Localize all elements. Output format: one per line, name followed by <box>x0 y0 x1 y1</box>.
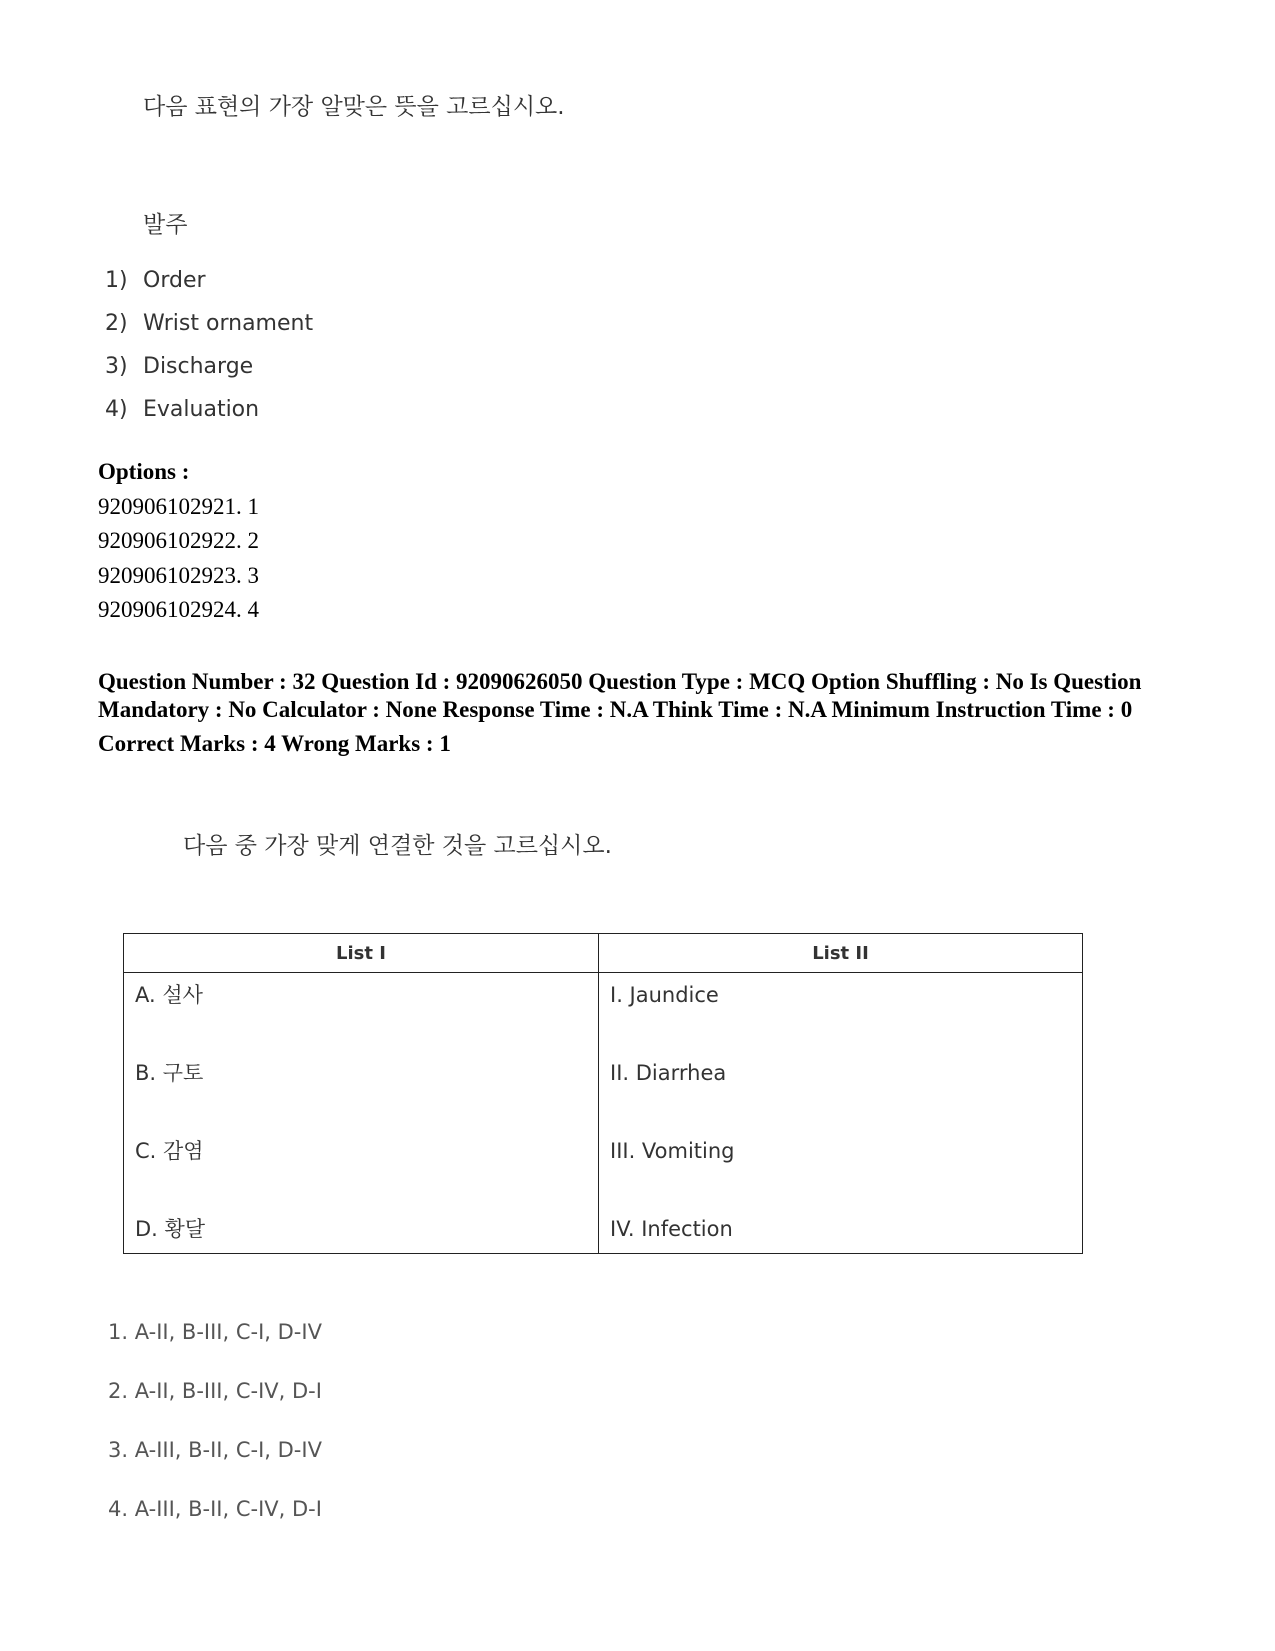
option-item: 920906102922. 2 <box>98 528 259 553</box>
table-header-list1: List I <box>124 934 599 973</box>
table-cell: II. Diarrhea <box>599 1055 1083 1133</box>
question-marks: Correct Marks : 4 Wrong Marks : 1 <box>98 731 451 756</box>
question1-choice-1: 1) Order <box>105 268 206 293</box>
table-cell: I. Jaundice <box>599 973 1083 1056</box>
option-item: 920906102921. 1 <box>98 493 259 519</box>
question1-choice-3: 3) Discharge <box>105 354 254 379</box>
table-header-list2: List II <box>599 934 1083 973</box>
table-row <box>124 1133 1083 1211</box>
table-cell: A. 설사 <box>124 973 599 1056</box>
option-item: 920906102924. 4 <box>98 597 259 622</box>
options-block <box>98 455 259 628</box>
matching-table <box>123 933 1083 1254</box>
question-info: Question Number : 32 Question Id : 92090626050 Question Type : MCQ Option Shuffling : No Is Question Mandatory : No Calculator : None Response Time : N.A Think Time : N.A Minimum Instruction Time : 0 <box>98 669 1142 722</box>
question2-choice-2: 2. A-II, B-III, C-IV, D-I <box>108 1379 322 1403</box>
question1-choices <box>105 268 313 440</box>
table-cell: B. 구토 <box>124 1055 599 1133</box>
question2-choice-4: 4. A-III, B-II, C-IV, D-I <box>108 1497 322 1521</box>
table-cell: III. Vomiting <box>599 1133 1083 1211</box>
question2-choice-3: 3. A-III, B-II, C-I, D-IV <box>108 1438 322 1462</box>
question1-choice-2: 2) Wrist ornament <box>105 311 314 336</box>
question1-prompt: 다음 표현의 가장 알맞은 뜻을 고르십시오. <box>143 94 565 120</box>
table-cell: D. 황달 <box>124 1211 599 1254</box>
question1-word: 발주 <box>143 212 188 238</box>
question2-prompt: 다음 중 가장 맞게 연결한 것을 고르십시오. <box>183 833 612 859</box>
question2-choice-1: 1. A-II, B-III, C-I, D-IV <box>108 1320 322 1344</box>
question-meta <box>98 668 1178 758</box>
table-cell: IV. Infection <box>599 1211 1083 1254</box>
table-cell: C. 감염 <box>124 1133 599 1211</box>
question1-choice-4: 4) Evaluation <box>105 397 260 422</box>
table-row <box>124 1055 1083 1133</box>
table-row <box>124 1211 1083 1254</box>
question2-choices <box>108 1320 322 1556</box>
options-title: Options : <box>98 459 190 484</box>
option-item: 920906102923. 3 <box>98 562 259 588</box>
table-row <box>124 973 1083 1056</box>
